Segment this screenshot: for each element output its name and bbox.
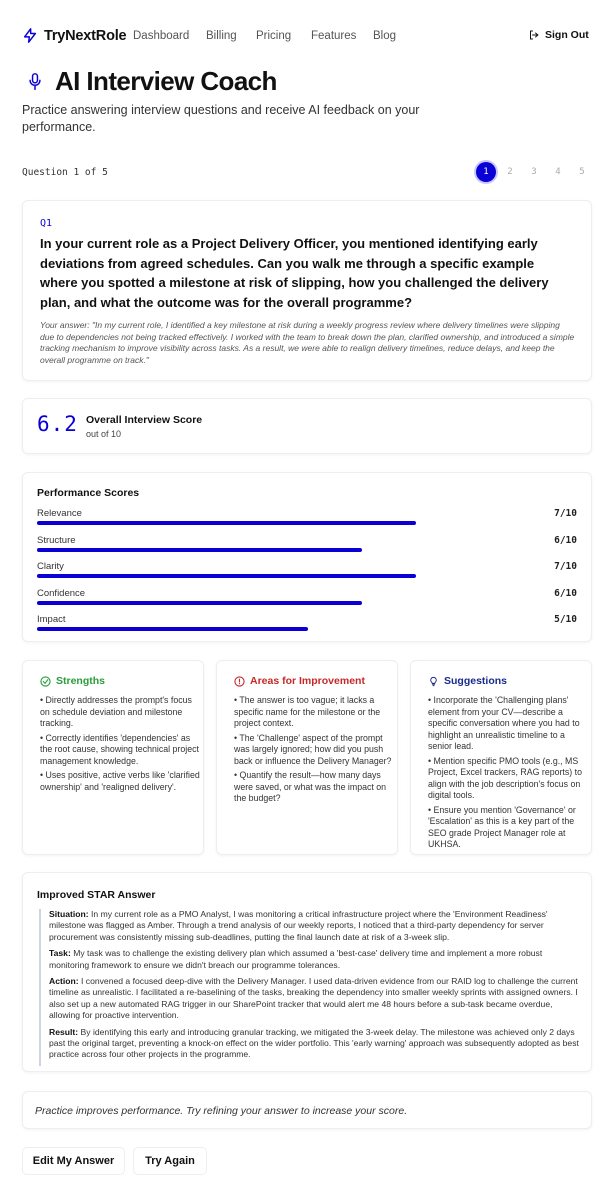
try-again-button[interactable]: Try Again [133,1147,207,1175]
suggestions-header [428,675,507,687]
page-button-4[interactable]: 4 [555,167,561,177]
performance-scores-card [22,472,592,642]
brand-name: TryNextRole [44,27,127,44]
suggestions-card [410,660,592,855]
star-body [39,909,579,1066]
list-item: • Ensure you mention 'Governance' or 'Escalation' as this is a key part of the SEO grade Project Manager role at UKHSA. [428,805,588,851]
star-title: Improved STAR Answer [37,889,156,901]
overall-score-value: 6.2 [37,412,78,436]
microphone-icon [28,73,42,91]
star-action [49,976,579,1022]
page-button-3[interactable]: 3 [531,167,537,177]
page-button-2[interactable]: 2 [507,167,513,177]
metric-label: Confidence [37,588,86,599]
metric-label: Clarity [37,561,64,572]
question-text: In your current role as a Project Delivery Officer, you mentioned identifying early deviations from agreed schedules. Can you walk me through a specific example where you spotted a milestone at risk of slipping, how you challenged the delivery plan, and what the outcome was for the overall programme? [40,236,549,310]
strengths-header [40,675,105,687]
sign-out-label: Sign Out [545,29,589,41]
question-counter: Question 1 of 5 [22,167,108,178]
star-result [49,1027,579,1061]
question-label: Q1 [40,218,53,229]
star-answer-card [22,872,592,1072]
star-task-label: Task: [49,948,71,959]
overall-score-scale: out of 10 [86,429,122,439]
brand[interactable] [22,27,126,44]
page-header [28,66,277,97]
metric-value: 5/10 [554,614,577,625]
list-item: • Uses positive, active verbs like 'clarified ownership' and 'realigned delivery'. [40,770,200,793]
nav-link-dashboard[interactable]: Dashboard [133,30,190,42]
page-button-5[interactable]: 5 [579,167,585,177]
metric-label: Impact [37,614,66,625]
star-task [49,948,579,971]
star-action-label: Action: [49,976,79,987]
user-answer: Your answer: "In my current role, I identified a key milestone at risk during a weekly progress review where delivery timelines were slipping due to dependencies not being tracked effectively. I worked with the team to break down the plan, clarified ownership, and introduced a simple tracking mechanism to improve visibility across tasks. As a result, we were able to realign delivery timelines, reduce delays, and keep the overall programme on track." [40,320,575,365]
metric-bar-confidence [37,601,362,605]
metric-bar-structure [37,548,362,552]
metric-bar-impact [37,627,308,631]
question-card [22,200,592,381]
improvement-list [234,695,394,808]
list-item: • The answer is too vague; it lacks a specific name for the milestone or the project context. [234,695,394,730]
star-situation-text: In my current role as a PMO Analyst, I was monitoring a critical infrastructure project where the 'Environment Readiness' milestone was flagged as Amber. Through a trend analysis of our weekly reports, I noticed that a third-party dependency for server procurement was consistently missing sub-deadlines, putting the final launch date at risk of a 3-week slip. [49,909,548,942]
suggestions-title: Suggestions [444,675,508,687]
metric-label: Structure [37,535,76,546]
star-action-text: I convened a focused deep-dive with the Delivery Manager. I used data-driven evidence from our RAID log to challenge the current timeline as unrealistic. I facilitated a re-baselining of the tasks, breaking the dependency into smaller weekly sprints with assigned owners. I also set up a new automated RAG trigger in our SharePoint tracker that would alert me 48 hours before a sub-task became overdue, allowing for proactive intervention. [49,976,578,1021]
list-item: • Directly addresses the prompt's focus on schedule deviation and milestone tracking. [40,695,200,730]
strengths-card [22,660,204,855]
star-result-label: Result: [49,1026,79,1037]
logout-icon [528,29,540,41]
top-nav [0,0,614,72]
alert-circle-icon [234,676,245,687]
nav-link-pricing[interactable]: Pricing [256,30,292,42]
metric-value: 6/10 [554,588,577,599]
metric-value: 7/10 [554,561,577,572]
check-circle-icon [40,676,51,687]
strengths-list [40,695,200,796]
practice-text: Practice improves performance. Try refining your answer to increase your score. [35,1105,408,1117]
strengths-title: Strengths [56,675,106,687]
improvement-title: Areas for Improvement [250,675,365,687]
overall-score-label: Overall Interview Score [86,414,203,426]
metric-label: Relevance [37,508,82,519]
star-situation [49,909,579,943]
metric-value: 7/10 [554,508,577,519]
suggestions-list [428,695,588,854]
star-result-text: By identifying this early and introducing granular tracking, we mitigated the 3-week delay. The milestone was achieved only 2 days past the original target, preventing a knock-on effect on the wider portfolio. This 'early warning' approach was subsequently adopted as best practice across four other projects in the programme. [49,1026,579,1060]
performance-title: Performance Scores [37,487,140,499]
list-item: • The 'Challenge' aspect of the prompt was largely ignored; how did you push back or influence the Delivery Manager? [234,733,394,768]
nav-link-billing[interactable]: Billing [206,30,237,42]
page-button-1[interactable]: 1 [476,162,496,182]
list-item: • Correctly identifies 'dependencies' as the root cause, showing technical project management knowledge. [40,733,200,768]
metric-value: 6/10 [554,535,577,546]
page-title: AI Interview Coach [55,66,277,96]
edit-answer-button[interactable]: Edit My Answer [22,1147,125,1175]
metric-bar-relevance [37,521,416,525]
list-item: • Mention specific PMO tools (e.g., MS Project, Excel trackers, RAG reports) to align with the job description's focus on digital tools. [428,756,588,802]
star-situation-label: Situation: [49,909,89,919]
overall-score-card [22,398,592,454]
practice-banner [22,1091,592,1129]
nav-link-features[interactable]: Features [311,30,357,42]
nav-link-blog[interactable]: Blog [373,30,397,42]
metric-bar-clarity [37,574,416,578]
lightbulb-icon [428,676,439,687]
lightning-icon [22,27,38,44]
page-subtitle: Practice answering interview questions and receive AI feedback on your performance. [22,103,420,134]
star-task-text: My task was to challenge the existing delivery plan which assumed a 'best-case' delivery time and implement a more robust monitoring framework to ensure we didn't breach our programme tolerances. [49,948,543,970]
improvement-card [216,660,398,855]
question-pager [476,162,592,182]
list-item: • Quantify the result—how many days were saved, or what was the impact on the budget? [234,770,394,805]
improvement-header [234,675,365,687]
list-item: • Incorporate the 'Challenging plans' element from your CV—describe a specific conversation where you had to highlight an unrealistic timeline to a senior lead. [428,695,588,753]
sign-out-button[interactable] [528,29,589,41]
